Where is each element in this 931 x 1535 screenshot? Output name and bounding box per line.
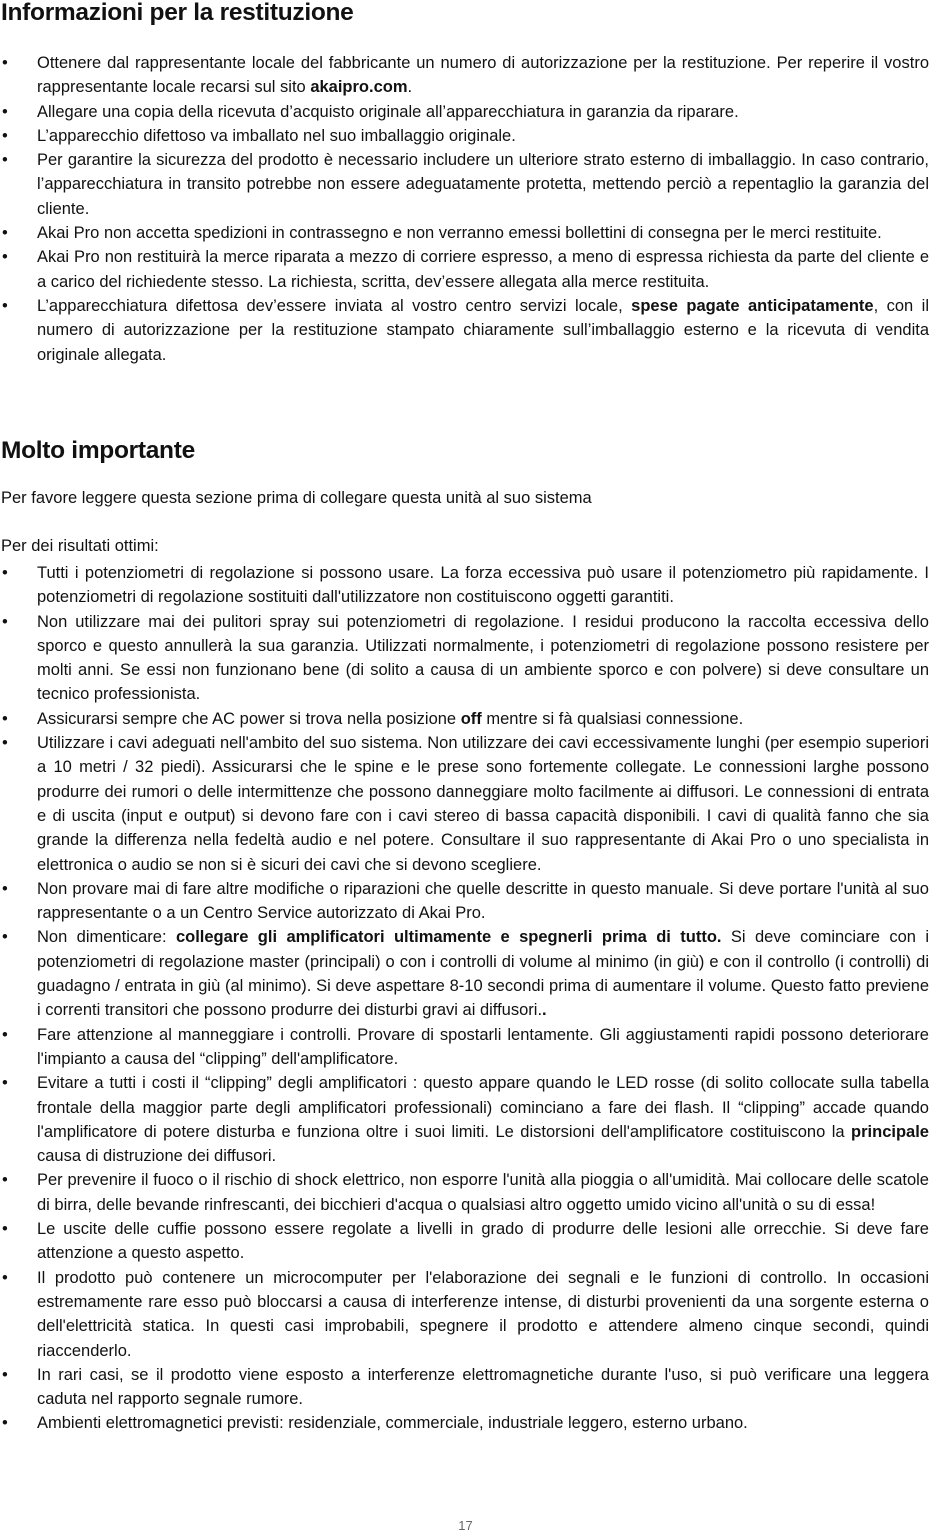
important-intro: Per favore leggere questa sezione prima di collegare questa unità al suo sistema — [1, 489, 592, 507]
important-item — [0, 1023, 931, 1072]
text: Akai Pro non accetta spedizioni in contrassegno e non verranno emessi bollettini di consegna per le merci restituite. — [37, 224, 882, 243]
return-info-item — [0, 124, 931, 148]
important-item — [0, 1411, 931, 1435]
return-info-item — [0, 294, 931, 367]
text: L’apparecchiatura difettosa dev’essere inviata al vostro centro servizi locale, — [37, 296, 632, 315]
return-info-item — [0, 100, 931, 124]
important-item — [0, 1363, 931, 1412]
important-subintro: Per dei risultati ottimi: — [1, 537, 159, 555]
text: . — [407, 78, 413, 97]
return-info-item — [0, 148, 931, 221]
important-item — [0, 707, 931, 731]
text: In rari casi, se il prodotto viene esposto a interferenze elettromagnetiche durante l'uso, si può verificare una leggera caduta nel rapporto segnale rumore. — [37, 1365, 929, 1409]
text: Fare attenzione al manneggiare i controlli. Provare di spostarli lentamente. Gli aggiustamenti rapidi possono deteriorare l'impianto a causa del “clipping” dell'amplificatore. — [37, 1025, 929, 1068]
section-title-return-info: Informazioni per la restituzione — [1, 0, 354, 26]
important-item — [0, 925, 931, 1022]
text: L’apparecchio difettoso va imballato nel suo imballaggio originale. — [37, 126, 516, 145]
bold-text: spese pagate anticipatamente — [631, 296, 874, 315]
important-item — [0, 1071, 931, 1168]
bold-text: akaipro.com — [310, 78, 408, 97]
important-item — [0, 877, 931, 926]
text: mentre si fà qualsiasi connessione. — [481, 709, 744, 728]
bold-text: collegare gli amplificatori ultimamente e spegnerli prima di tutto. — [175, 928, 722, 947]
important-item — [0, 610, 931, 707]
text: , con il numero di autorizzazione per la restituzione stampato chiaramente sull’imballaggio esterno e la ricevuta di vendita originale allegata. — [37, 296, 930, 364]
important-item — [0, 1266, 931, 1363]
text: Ottenere dal rappresentante locale del fabbricante un numero di autorizzazione per la restituzione. Per reperire il vostro rappresentante locale recarsi sul sito — [37, 54, 929, 97]
important-item — [0, 1168, 931, 1217]
text: Assicurarsi sempre che AC power si trova nella posizione — [37, 709, 461, 728]
text: Utilizzare i cavi adeguati nell'ambito del suo sistema. Non utilizzare dei cavi eccessivamente lunghi (per esempio superiori a 10 metri / 32 piedi). Assicurarsi che le spine e le prese sono fortemente collegate. Le connessioni larghe possono produrre dei rumori o delle intermittenze che possono danneggiare molto facilmente ai diffusori. Le connessioni di entrata e di uscita (input e output) si devono fare con i cavi stereo di bassa capacità disponibili. I cavi di qualità fanno che sia grande la differenza nella fedeltà audio e nel potere. Consultare il suo rappresentante di Akai Pro o uno specialista in elettronica o audio se non si è sicuri dei cavi che si devono scegliere. — [37, 734, 929, 874]
text: Non provare mai di fare altre modifiche o riparazioni che quelle descritte in questo manuale. Si deve portare l'unità al suo rappresentante o a un Centro Service autorizzato di Akai Pro. — [37, 879, 929, 923]
text: Si deve cominciare con i potenziometri di regolazione master (principali) o con i controlli di volume al minimo (in giù) e con il controllo (i controlli) di guadagno / entrata in giù (al minimo). Si deve aspettare 8-10 secondi prima di aumentare il volume. Questo fatto previene i correnti transitori che possono produrre dei disturbi gravi ai diffusori. — [37, 928, 929, 1020]
return-info-item — [0, 51, 931, 100]
page-number: 17 — [458, 1518, 473, 1533]
important-list — [0, 561, 931, 1436]
return-info-item — [0, 221, 931, 245]
text: Allegare una copia della ricevuta d’acquisto originale all’apparecchiatura in garanzia da riparare. — [37, 102, 739, 121]
important-item — [0, 561, 931, 610]
return-info-list — [0, 51, 931, 367]
text: Non utilizzare mai dei pulitori spray sui potenziometri di regolazione. I residui producono la raccolta eccessiva dello sporco e questo annullerà la sua garanzia. Utilizzati normalmente, i potenziometri di regolazione possono resistere per molti anni. Se essi non funzionano bene (di solito a causa di un ambiente sporco e con polvere) si deve consultare un tecnico professionista. — [37, 612, 929, 704]
text: Le uscite delle cuffie possono essere regolate a livelli in grado di produrre delle lesioni alle orrecchie. Si deve fare attenzione a questo aspetto. — [37, 1220, 929, 1263]
bold-text: principale — [851, 1122, 929, 1141]
text: causa di distruzione dei diffusori. — [37, 1147, 277, 1166]
bold-text: . — [542, 1001, 547, 1020]
bold-text: off — [460, 709, 482, 728]
text: Per prevenire il fuoco o il rischio di shock elettrico, non esporre l'unità alla pioggia o all'umidità. Mai collocare delle scatole di birra, delle bevande rinfrescanti, dei bicchieri d'acqua o qualsiasi altro oggetto umido vicino all'unità o su di essa! — [37, 1171, 929, 1214]
return-info-item — [0, 245, 931, 294]
text: Ambienti elettromagnetici previsti: residenziale, commerciale, industriale leggero, esterno urbano. — [37, 1414, 748, 1433]
text: Per garantire la sicurezza del prodotto è necessario includere un ulteriore strato esterno di imballaggio. In caso contrario, l’apparecchiatura in transito potrebbe non essere adeguatamente protetta, mettendo perciò a repentaglio la garanzia del cliente. — [37, 151, 929, 218]
important-item — [0, 731, 931, 877]
text: Evitare a tutti i costi il “clipping” degli amplificatori : questo appare quando le LED rosse (di solito collocate sulla tabella frontale della maggior parte degli amplificatori professionali) cominciano a fare dei flash. Il “clipping” accade quando l'amplificatore di potere disturba e funziona oltre i suoi limiti. Le distorsioni dell'amplificatore costituiscono la — [37, 1074, 929, 1141]
text: Non dimenticare: — [37, 928, 176, 947]
text: Il prodotto può contenere un microcomputer per l'elaborazione dei segnali e le funzioni di controllo. In occasioni estremamente rare esso può bloccarsi a causa di interferenze intense, di disturbi provenienti da una sorgente esterna o dell'elettricità statica. In questi casi improbabili, spegnere il prodotto e attendere almeno cinque secondi, quindi riaccenderlo. — [37, 1268, 929, 1360]
text: Tutti i potenziometri di regolazione si possono usare. La forza eccessiva può usare il potenziometro più rapidamente. I potenziometri di regolazione sostituiti dall'utilizzatore non costituiscono oggetti garantiti. — [37, 564, 929, 607]
important-item — [0, 1217, 931, 1266]
section-title-important: Molto importante — [1, 437, 195, 464]
text: Akai Pro non restituirà la merce riparata a mezzo di corriere espresso, a meno di espressa richiesta da parte del cliente e a carico del richiedente stesso. La richiesta, scritta, dev’essere allegata alla merce restituita. — [37, 248, 929, 291]
